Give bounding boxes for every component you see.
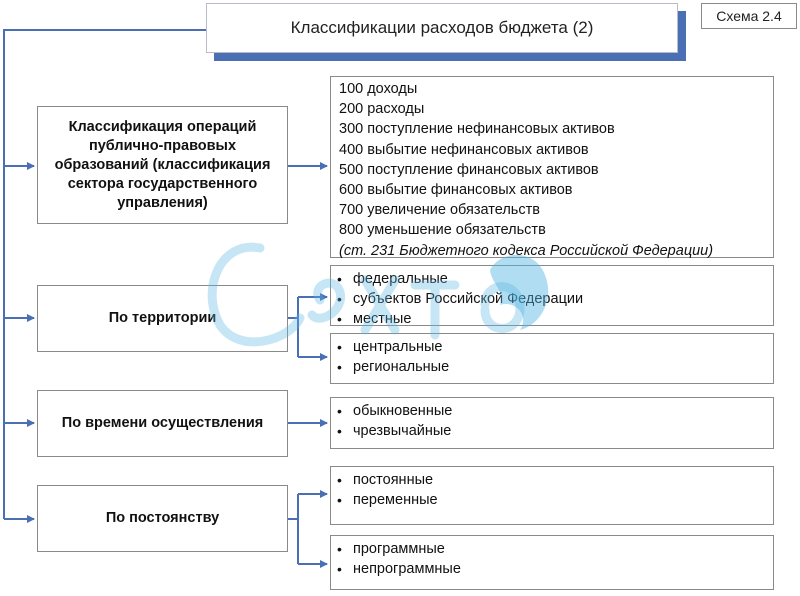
list-item: • программные	[331, 539, 773, 559]
branch-territory	[288, 297, 327, 357]
list-item: • федеральные	[331, 269, 773, 289]
list-item: 200 расходы	[339, 101, 425, 118]
list-item: 100 доходы	[339, 81, 418, 97]
territory-list-2	[330, 333, 774, 384]
sector-codes-list	[330, 76, 774, 258]
category-time: По времени осуществления	[37, 390, 288, 457]
list-item: 800 уменьшение обязательств	[339, 222, 546, 239]
diagram-title: Классификации расходов бюджета (2)	[206, 3, 678, 53]
list-item: • субъектов Российской Федерации	[331, 289, 773, 309]
category-territory: По территории	[37, 285, 288, 352]
territory-list-1	[330, 265, 774, 326]
constancy-list-2	[330, 535, 774, 590]
list-item: • переменные	[331, 490, 773, 510]
category-sector: Классификация операций публично-правовых образований (классификация сектора государственного управления)	[37, 106, 288, 224]
list-item: • непрограммные	[331, 559, 773, 579]
scheme-label: Схема 2.4	[701, 3, 797, 29]
list-item: 700 увеличение обязательств	[339, 202, 540, 219]
list-item: • чрезвычайные	[331, 421, 773, 441]
list-item: 500 поступление финансовых активов	[339, 161, 599, 178]
list-item: 300 поступление нефинансовых активов	[339, 121, 615, 138]
list-item: • региональные	[331, 357, 773, 377]
time-list	[330, 397, 774, 449]
category-constancy: По постоянству	[37, 485, 288, 552]
list-item: • местные	[331, 309, 773, 329]
list-item: 600 выбытие финансовых активов	[339, 182, 573, 199]
list-item: 400 выбытие нефинансовых активов	[339, 141, 589, 158]
code-reference-note: (ст. 231 Бюджетного кодекса Российской Федерации)	[339, 242, 714, 259]
list-item: • обыкновенные	[331, 401, 773, 421]
constancy-list-1	[330, 466, 774, 525]
list-item: • центральные	[331, 337, 773, 357]
branch-constancy	[288, 494, 327, 564]
list-item: • постоянные	[331, 470, 773, 490]
